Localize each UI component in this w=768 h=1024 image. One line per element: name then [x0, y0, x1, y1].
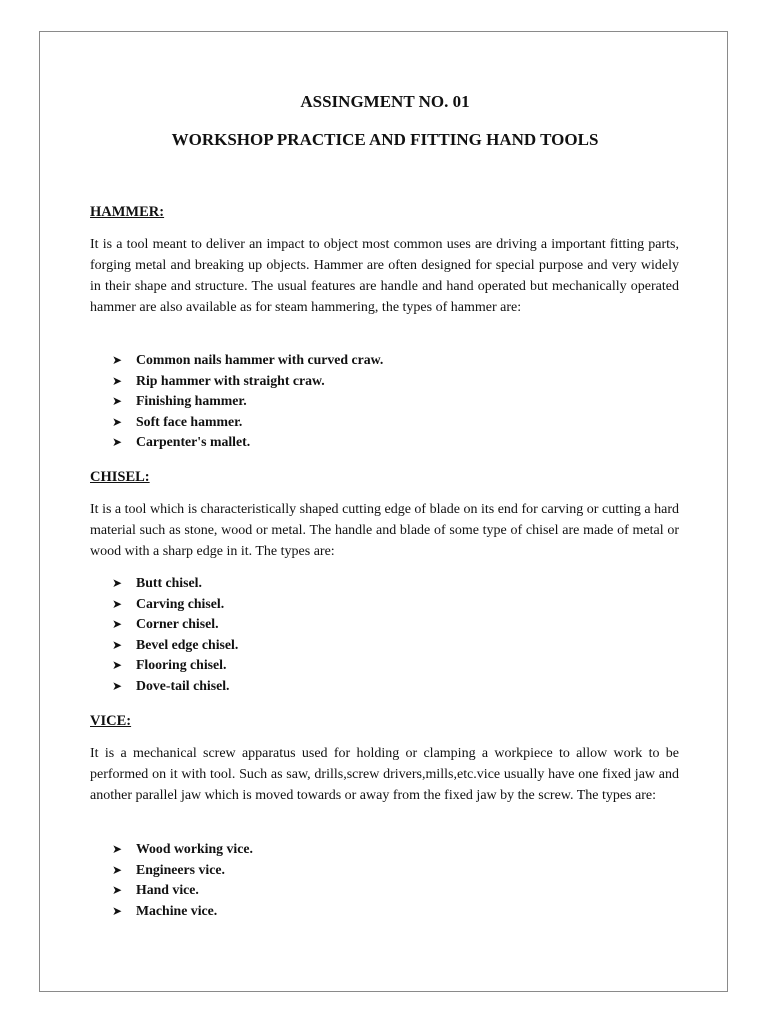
list-item: ➤ Wood working vice. [112, 839, 253, 860]
arrow-bullet-icon: ➤ [112, 394, 123, 409]
list-item: ➤ Hand vice. [112, 880, 253, 901]
list-item: ➤ Carpenter's mallet. [112, 432, 383, 453]
list-item: ➤ Rip hammer with straight craw. [112, 371, 383, 392]
document-title: ASSINGMENT NO. 01 [300, 92, 470, 111]
arrow-bullet-icon: ➤ [112, 658, 123, 673]
list-item: ➤ Dove-tail chisel. [112, 676, 238, 697]
list-item: ➤ Common nails hammer with curved craw. [112, 350, 383, 371]
arrow-bullet-icon: ➤ [112, 414, 123, 429]
arrow-bullet-icon: ➤ [112, 353, 123, 367]
list-item: ➤ Flooring chisel. [112, 655, 238, 676]
arrow-bullet-icon: ➤ [112, 576, 123, 590]
list-item: ➤ Engineers vice. [112, 860, 253, 881]
arrow-bullet-icon: ➤ [112, 435, 123, 450]
arrow-bullet-icon: ➤ [112, 617, 123, 632]
list-item: ➤ Bevel edge chisel. [112, 635, 238, 656]
list-item: ➤ Soft face hammer. [112, 412, 383, 433]
vice-heading: VICE: [90, 713, 132, 729]
vice-description: It is a mechanical screw apparatus used for holding or clamping a workpiece to allow work to be performed on it with tool. Such as saw, drills,screw drivers,mills,etc.vice usually have one fixed jaw and another parallel jaw which is moved towards or away from the fixed jaw by the screw. The types are: [90, 746, 679, 803]
list-item: ➤ Finishing hammer. [112, 391, 383, 412]
vice-types-list [112, 839, 253, 921]
hammer-types-list [112, 350, 383, 453]
arrow-bullet-icon: ➤ [112, 842, 123, 856]
chisel-description: It is a tool which is characteristically shaped cutting edge of blade on its end for carving or cutting a hard material such as stone, wood or metal. The handle and blade of some type of chisel are made of metal or wood with a sharp edge in it. The types are: [90, 502, 679, 559]
list-item: ➤ Corner chisel. [112, 614, 238, 635]
chisel-heading: CHISEL: [90, 469, 150, 485]
chisel-types-list [112, 573, 238, 697]
arrow-bullet-icon: ➤ [112, 637, 123, 652]
hammer-heading: HAMMER: [90, 204, 165, 220]
hammer-description: It is a tool meant to deliver an impact to object most common uses are driving a important fitting parts, forging metal and breaking up objects. Hammer are often designed for special purpose and very widely in their shape and structure. The usual features are handle and hand operated but mechanically operated hammer are also available as for steam hammering, the types of hammer are: [90, 237, 679, 315]
list-item: ➤ Machine vice. [112, 901, 253, 922]
arrow-bullet-icon: ➤ [112, 862, 123, 877]
arrow-bullet-icon: ➤ [112, 883, 123, 898]
list-item: ➤ Butt chisel. [112, 573, 238, 594]
arrow-bullet-icon: ➤ [112, 678, 123, 693]
arrow-bullet-icon: ➤ [112, 903, 123, 918]
list-item: ➤ Carving chisel. [112, 594, 238, 615]
arrow-bullet-icon: ➤ [112, 596, 123, 611]
document-subtitle: WORKSHOP PRACTICE AND FITTING HAND TOOLS [171, 130, 599, 149]
arrow-bullet-icon: ➤ [112, 373, 123, 388]
